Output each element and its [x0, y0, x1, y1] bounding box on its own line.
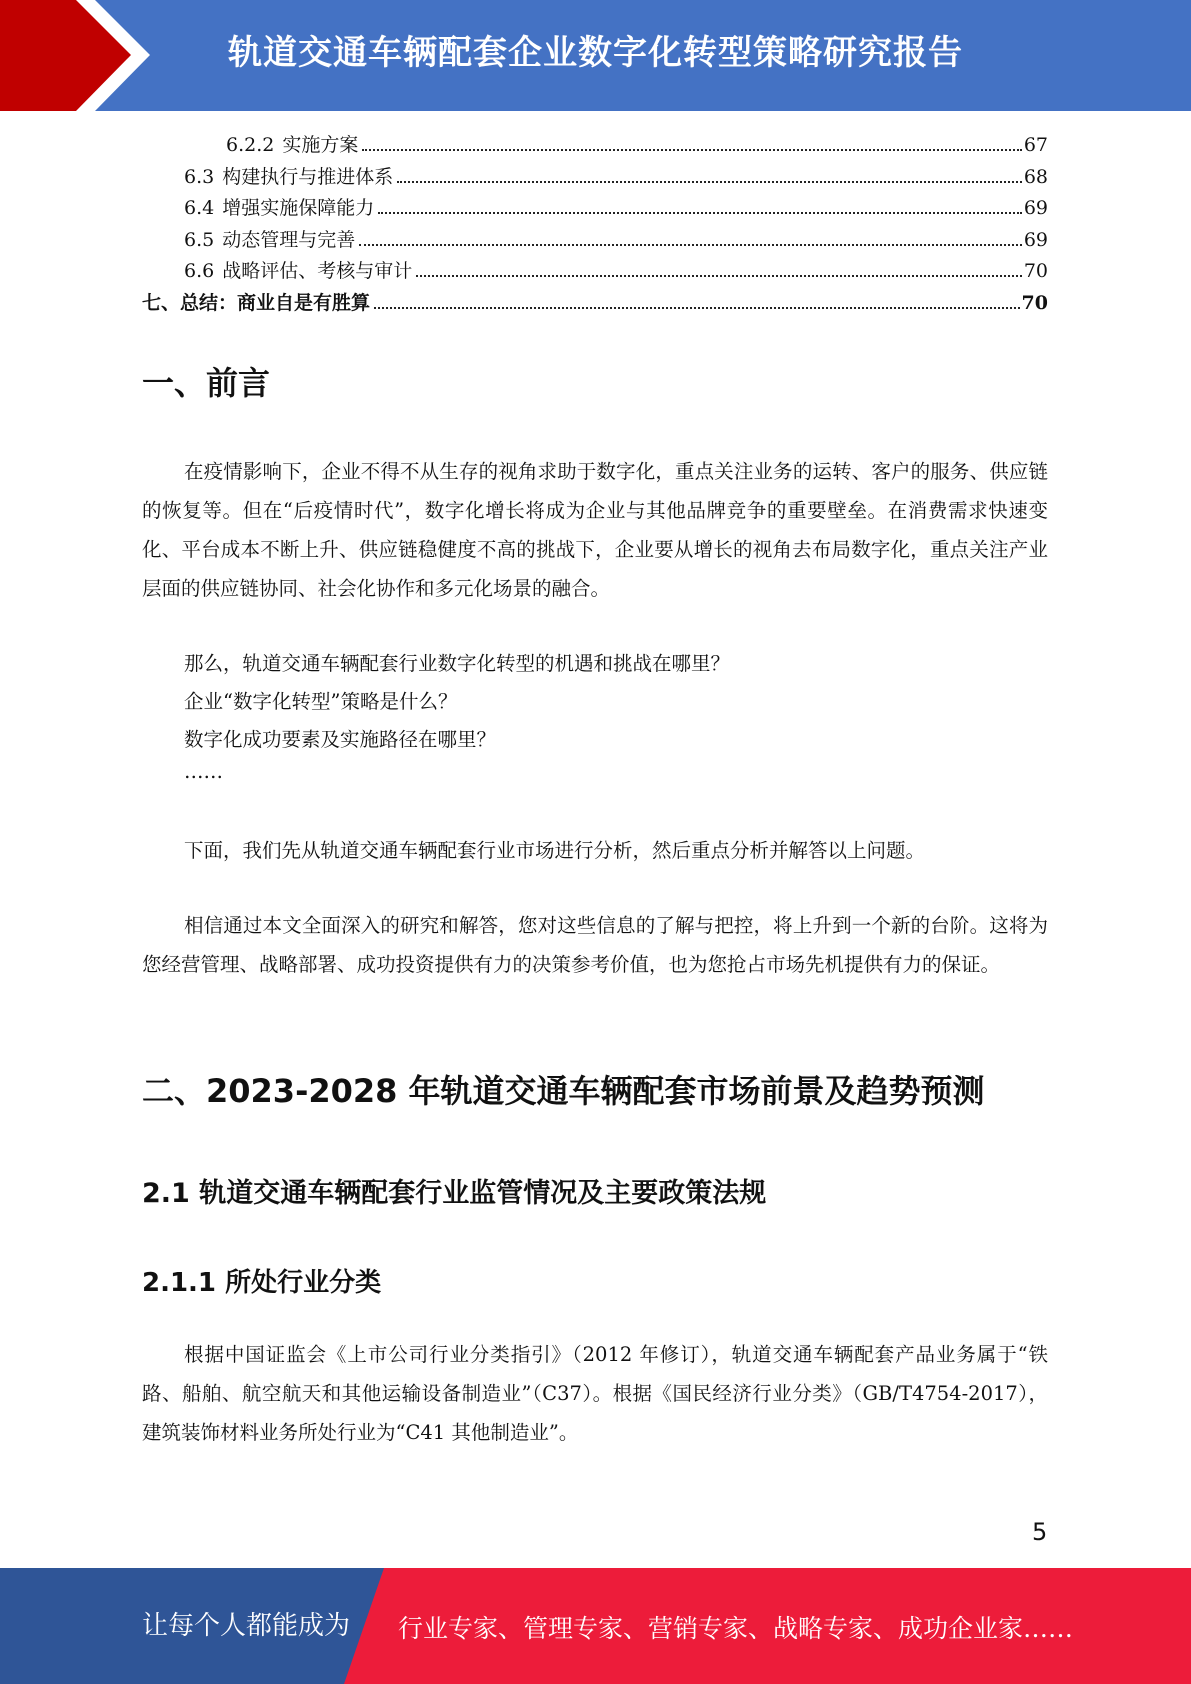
- toc-entry[interactable]: [142, 193, 1048, 225]
- toc-entry-number: 6.4: [184, 197, 215, 219]
- toc-leader-dots: [397, 181, 1022, 183]
- question-line: 那么，轨道交通车辆配套行业数字化转型的机遇和挑战在哪里？: [184, 652, 731, 675]
- toc-entry-number: 6.6: [184, 260, 215, 282]
- toc-entry-page: 69: [1023, 197, 1048, 219]
- toc-entry-number: 6.2.2: [226, 134, 275, 156]
- toc-entry[interactable]: [142, 256, 1048, 288]
- toc-entry-label: 七、总结：商业自是有胜算: [142, 291, 371, 314]
- toc-leader-dots: [374, 307, 1020, 309]
- subsection-heading-industry-classification: 2.1.1 所处行业分类: [142, 1268, 382, 1298]
- toc-entry-label: 构建执行与推进体系: [222, 165, 394, 188]
- question-line: 企业“数字化转型”策略是什么？: [184, 690, 458, 713]
- toc-entry[interactable]: [142, 225, 1048, 257]
- subsection-heading-regulation: 2.1 轨道交通车辆配套行业监管情况及主要政策法规: [142, 1178, 767, 1209]
- analysis-intro-paragraph: 下面，我们先从轨道交通车辆配套行业市场进行分析，然后重点分析并解答以上问题。: [184, 839, 926, 862]
- toc-entry[interactable]: [142, 162, 1048, 194]
- toc-entry-page: 70: [1023, 260, 1048, 282]
- toc-entry[interactable]: [142, 130, 1048, 162]
- toc-entry-label: 增强实施保障能力: [222, 197, 375, 219]
- header-banner: [0, 0, 1191, 111]
- toc-entry-label: 实施方案: [282, 134, 359, 156]
- toc-entry-page: 67: [1023, 134, 1048, 156]
- question-line: 数字化成功要素及实施路径在哪里？: [184, 728, 497, 751]
- footer-slogan-right: 行业专家、管理专家、营销专家、战略专家、成功企业家……: [398, 1614, 1074, 1643]
- section-heading-market-outlook: 二、2023-2028 年轨道交通车辆配套市场前景及趋势预测: [142, 1072, 985, 1110]
- toc-leader-dots: [359, 244, 1022, 246]
- page-number: 5: [1032, 1518, 1048, 1546]
- toc-entry-number: 6.5: [184, 228, 215, 251]
- value-statement-paragraph: 相信通过本文全面深入的研究和解答，您对这些信息的了解与把控，将上升到一个新的台阶。这将为您经营管理、战略部署、成功投资提供有力的决策参考价值，也为您抢占市场先机提供有力的保证。: [142, 914, 1048, 976]
- footer-slogan-left: 让每个人都能成为: [142, 1611, 351, 1641]
- toc-entry-page: 69: [1023, 228, 1048, 251]
- ellipsis-line: ……: [184, 760, 223, 783]
- toc-entry-label: 战略评估、考核与审计: [222, 260, 413, 282]
- report-title: 轨道交通车辆配套企业数字化转型策略研究报告: [228, 33, 963, 73]
- toc-leader-dots: [378, 212, 1022, 214]
- industry-classification-paragraph: 根据中国证监会《上市公司行业分类指引》（2012 年修订），轨道交通车辆配套产品业务属于“铁路、船舶、航空航天和其他运输设备制造业”（C37）。根据《国民经济行业分类》（GB/T4754-2017），建筑装饰材料业务所处行业为“C41 其他制造业”。: [142, 1343, 1048, 1444]
- toc-entry[interactable]: [142, 288, 1048, 320]
- preface-paragraph: 在疫情影响下，企业不得不从生存的视角求助于数字化，重点关注业务的运转、客户的服务、供应链的恢复等。但在“后疫情时代”，数字化增长将成为企业与其他品牌竞争的重要壁垒。在消费需求快速变化、平台成本不断上升、供应链稳健度不高的挑战下，企业要从增长的视角去布局数字化，重点关注产业层面的供应链协同、社会化协作和多元化场景的融合。: [142, 460, 1048, 600]
- toc-entry-page: 70: [1021, 291, 1048, 314]
- section-heading-preface: 一、前言: [142, 364, 271, 402]
- table-of-contents: [142, 130, 1048, 319]
- chevron-arrow-icon: [0, 0, 160, 111]
- toc-leader-dots: [416, 275, 1022, 277]
- toc-entry-label: 动态管理与完善: [222, 228, 356, 251]
- toc-entry-number: 6.3: [184, 165, 215, 188]
- toc-leader-dots: [362, 149, 1021, 151]
- footer-banner: [0, 1568, 1191, 1684]
- toc-entry-page: 68: [1023, 165, 1048, 188]
